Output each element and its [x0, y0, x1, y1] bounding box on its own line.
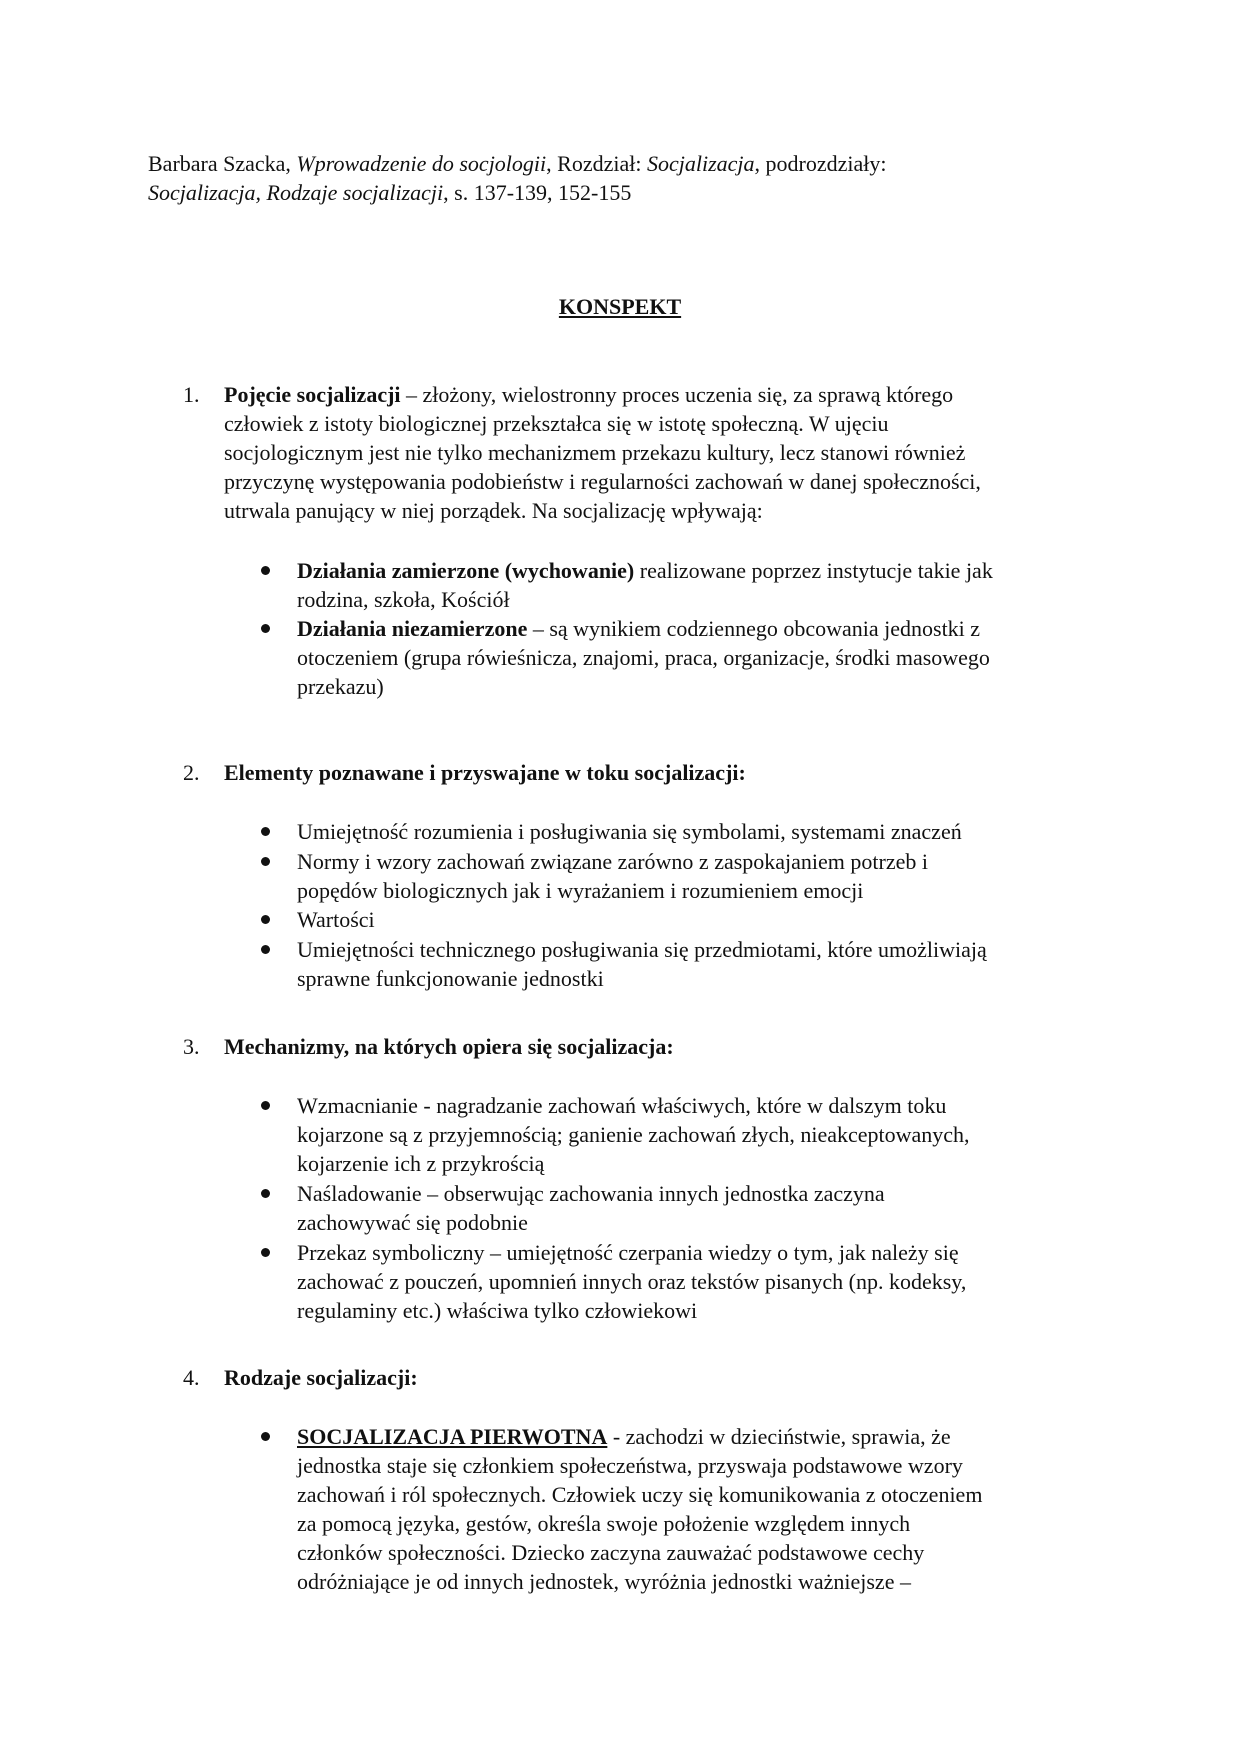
list-item-text: – są wynikiem codziennego obcowania jednostki z	[527, 616, 981, 641]
section-heading: Elementy poznawane i przyswajane w toku socjalizacji:	[224, 760, 746, 785]
bullet-icon	[261, 827, 270, 836]
list-item-text: sprawne funkcjonowanie jednostki	[297, 966, 604, 991]
bullet-icon	[261, 1101, 270, 1110]
list-item-bold: Działania niezamierzone	[297, 616, 528, 641]
list-item-text: zachować z pouczeń, upomnień innych oraz tekstów pisanych (np. kodeksy,	[297, 1269, 967, 1294]
section-number: 4.	[183, 1365, 200, 1390]
list-item-text: otoczeniem (grupa rówieśnicza, znajomi, praca, organizacje, środki masowego	[297, 645, 990, 670]
bullet-icon	[261, 566, 270, 575]
citation-chapter: Socjalizacja	[646, 151, 755, 176]
list-item-text: Normy i wzory zachowań związane zarówno z zaspokajaniem potrzeb i	[297, 849, 928, 874]
list-item-text: popędów biologicznych jak i wyrażaniem i rozumieniem emocji	[297, 878, 864, 903]
list-item-text: Przekaz symboliczny – umiejętność czerpania wiedzy o tym, jak należy się	[297, 1240, 959, 1265]
citation-subchapters-prefix: , podrozdziały:	[754, 151, 887, 176]
bullet-icon	[261, 624, 270, 633]
citation-pages: , s. 137-139, 152-155	[443, 180, 632, 205]
list-item-text: regulaminy etc.) właściwa tylko człowiekowi	[297, 1298, 698, 1323]
section-number: 3.	[183, 1034, 200, 1059]
list-item	[297, 556, 993, 585]
section-1-line-1	[224, 380, 953, 409]
section-number: 1.	[183, 382, 200, 407]
list-item-text: Umiejętność rozumienia i posługiwania się symbolami, systemami znaczeń	[297, 819, 962, 844]
citation-line-2	[148, 178, 631, 207]
section-text: utrwala panujący w niej porządek. Na socjalizację wpływają:	[224, 498, 763, 523]
list-item-text: realizowane poprzez instytucje takie jak	[634, 558, 993, 583]
bullet-icon	[261, 1248, 270, 1257]
list-item-text: zachowywać się podobnie	[297, 1210, 528, 1235]
citation-line-1	[148, 149, 886, 178]
bullet-icon	[261, 945, 270, 954]
list-item-bold: Działania zamierzone (wychowanie)	[297, 558, 635, 583]
citation-author: Barbara Szacka,	[148, 151, 297, 176]
list-item-text: Naśladowanie – obserwując zachowania innych jednostka zaczyna	[297, 1181, 885, 1206]
list-item-text: kojarzenie ich z przykrością	[297, 1151, 545, 1176]
list-item-text: przekazu)	[297, 674, 384, 699]
list-item-text: kojarzone są z przyjemnością; ganienie zachowań złych, nieakceptowanych,	[297, 1122, 970, 1147]
section-heading: Pojęcie socjalizacji	[224, 382, 401, 407]
section-text: socjologicznym jest nie tylko mechanizmem przekazu kultury, lecz stanowi również	[224, 440, 966, 465]
list-item-text: rodzina, szkoła, Kościół	[297, 587, 510, 612]
list-item-text: Umiejętności technicznego posługiwania się przedmiotami, które umożliwiają	[297, 937, 987, 962]
section-text: – złożony, wielostronny proces uczenia się, za sprawą którego	[400, 382, 954, 407]
bullet-icon	[261, 857, 270, 866]
list-item	[297, 1422, 951, 1451]
list-item-term: SOCJALIZACJA PIERWOTNA	[297, 1424, 608, 1449]
list-item-text: Wartości	[297, 907, 375, 932]
list-item-text: - zachodzi w dzieciństwie, sprawia, że	[607, 1424, 951, 1449]
bullet-icon	[261, 1189, 270, 1198]
list-item-text: za pomocą języka, gestów, określa swoje położenie względem innych	[297, 1511, 911, 1536]
list-item-text: Wzmacnianie - nagradzanie zachowań właściwych, które w dalszym toku	[297, 1093, 947, 1118]
citation-book-title: Wprowadzenie do socjologii	[296, 151, 547, 176]
list-item-text: odróżniające je od innych jednostek, wyróżnia jednostki ważniejsze –	[297, 1569, 911, 1594]
list-item-text: członków społeczności. Dziecko zaczyna zauważać podstawowe cechy	[297, 1540, 925, 1565]
list-item-text: jednostka staje się członkiem społeczeństwa, przyswaja podstawowe wzory	[297, 1453, 963, 1478]
document-title: KONSPEKT	[558, 294, 682, 319]
list-item	[297, 614, 980, 643]
section-heading: Rodzaje socjalizacji:	[224, 1365, 418, 1390]
bullet-icon	[261, 915, 270, 924]
citation-subchapters: Socjalizacja, Rodzaje socjalizacji	[148, 180, 444, 205]
list-item-text: zachowań i ról społecznych. Człowiek uczy się komunikowania z otoczeniem	[297, 1482, 983, 1507]
section-heading: Mechanizmy, na których opiera się socjalizacja:	[224, 1034, 674, 1059]
section-number: 2.	[183, 760, 200, 785]
citation-chapter-prefix: , Rozdział:	[546, 151, 647, 176]
section-text: człowiek z istoty biologicznej przekształca się w istotę społeczną. W ujęciu	[224, 411, 889, 436]
bullet-icon	[261, 1432, 270, 1441]
section-text: przyczynę występowania podobieństw i regularności zachowań w danej społeczności,	[224, 469, 981, 494]
